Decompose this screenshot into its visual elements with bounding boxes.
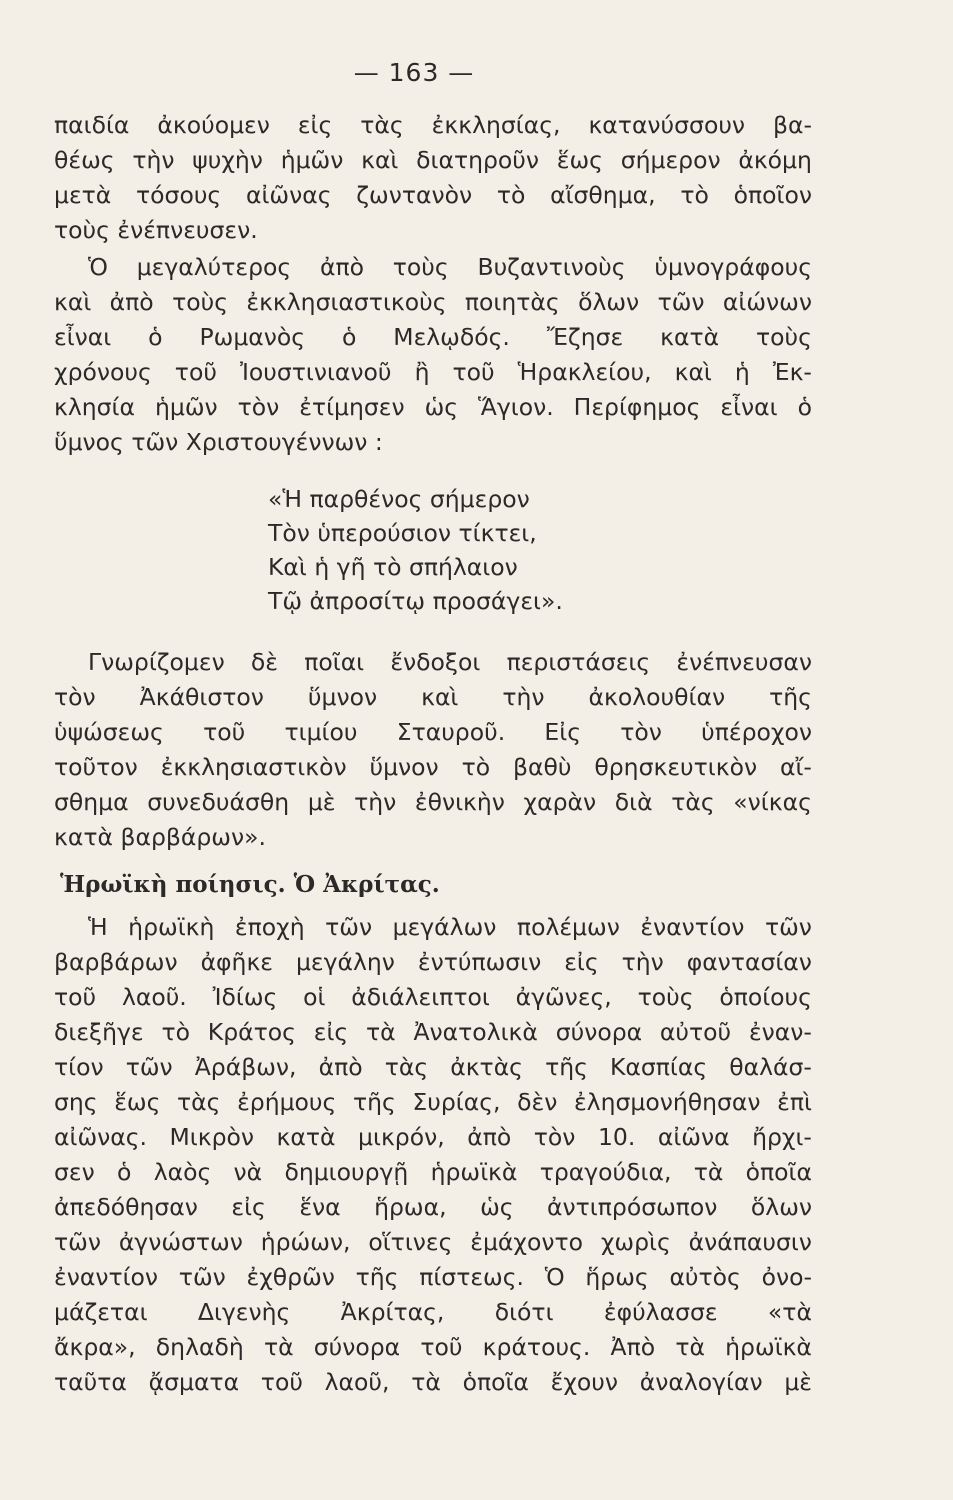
text-line: εἶναι ὁ Ρωμανὸς ὁ Μελῳδός. Ἔζησε κατὰ τοὺς (54, 323, 812, 351)
text-line: ἀπεδόθησαν εἰς ἕνα ἥρωα, ὡς ἀντιπρόσωπον ὅλων (54, 1193, 812, 1221)
text-line: σης ἕως τὰς ἐρήμους τῆς Συρίας, δὲν ἐλησμονήθησαν ἐπὶ (54, 1088, 812, 1116)
text-line: ὑψώσεως τοῦ τιμίου Σταυροῦ. Εἰς τὸν ὑπέροχον (54, 718, 812, 746)
text-line: διεξῆγε τὸ Κράτος εἰς τὰ Ἀνατολικὰ σύνορα αὐτοῦ ἐναν- (54, 1018, 812, 1046)
text-line: ἐναντίον τῶν ἐχθρῶν τῆς πίστεως. Ὁ ἥρως αὐτὸς ὀνο- (54, 1263, 812, 1291)
text-line: τοὺς ἐνέπνευσεν. (54, 216, 258, 244)
text-line: κατὰ βαρβάρων». (54, 823, 266, 851)
text-line: σθημα συνεδυάσθη μὲ τὴν ἐθνικὴν χαρὰν διὰ τὰς «νίκας (54, 788, 812, 816)
text-line: θέως τὴν ψυχὴν ἡμῶν καὶ διατηροῦν ἕως σήμερον ἀκόμη (54, 146, 812, 174)
text-line: Ὁ μεγαλύτερος ἀπὸ τοὺς Βυζαντινοὺς ὑμνογράφους (88, 253, 812, 281)
text-line: βαρβάρων ἀφῆκε μεγάλην ἐντύπωσιν εἰς τὴν φαντασίαν (54, 948, 812, 976)
text-line: κλησία ἡμῶν τὸν ἐτίμησεν ὡς Ἅγιον. Περίφημος εἶναι ὁ (54, 393, 812, 421)
text-line: ὕμνος τῶν Χριστουγέννων : (54, 428, 383, 456)
text-line: τίον τῶν Ἀράβων, ἀπὸ τὰς ἀκτὰς τῆς Κασπίας θαλάσ- (54, 1053, 812, 1081)
poem-line: Τῷ ἀπροσίτῳ προσάγει». (268, 587, 563, 615)
poem-line: Τὸν ὑπερούσιον τίκτει, (268, 519, 537, 547)
poem-line: «Ἡ παρθένος σήμερον (268, 485, 530, 513)
section-heading: Ἡρωϊκὴ ποίησις. Ὁ Ἀκρίτας. (60, 871, 440, 898)
text-line: τοῦτον ἐκκλησιαστικὸν ὕμνον τὸ βαθὺ θρησκευτικὸν αἴ- (54, 753, 812, 781)
text-line: σεν ὁ λαὸς νὰ δημιουργῇ ἡρωϊκὰ τραγούδια, τὰ ὁποῖα (54, 1158, 812, 1186)
text-line: ἄκρα», δηλαδὴ τὰ σύνορα τοῦ κράτους. Ἀπὸ τὰ ἡρωϊκὰ (54, 1333, 812, 1361)
text-line: μάζεται Διγενὴς Ἀκρίτας, διότι ἐφύλασσε «τὰ (54, 1298, 812, 1326)
text-line: τὸν Ἀκάθιστον ὕμνον καὶ τὴν ἀκολουθίαν τῆς (54, 683, 812, 711)
text-line: αἰῶνας. Μικρὸν κατὰ μικρόν, ἀπὸ τὸν 10. αἰῶνα ἤρχι- (54, 1123, 812, 1151)
text-line: χρόνους τοῦ Ἰουστινιανοῦ ἢ τοῦ Ἡρακλείου, καὶ ἡ Ἐκ- (54, 358, 812, 386)
text-line: Ἡ ἡρωϊκὴ ἐποχὴ τῶν μεγάλων πολέμων ἐναντίον τῶν (88, 913, 812, 941)
text-line: τῶν ἀγνώστων ἡρώων, οἵτινες ἐμάχοντο χωρὶς ἀνάπαυσιν (54, 1228, 812, 1256)
text-line: μετὰ τόσους αἰῶνας ζωντανὸν τὸ αἴσθημα, τὸ ὁποῖον (54, 181, 812, 209)
text-line: καὶ ἀπὸ τοὺς ἐκκλησιαστικοὺς ποιητὰς ὅλων τῶν αἰώνων (54, 288, 812, 316)
text-line: ταῦτα ᾄσματα τοῦ λαοῦ, τὰ ὁποῖα ἔχουν ἀναλογίαν μὲ (54, 1368, 812, 1396)
text-line: Γνωρίζομεν δὲ ποῖαι ἔνδοξοι περιστάσεις ἐνέπνευσαν (88, 648, 812, 676)
text-line: παιδία ἀκούομεν εἰς τὰς ἐκκλησίας, κατανύσσουν βα- (54, 111, 812, 139)
text-line: τοῦ λαοῦ. Ἰδίως οἱ ἀδιάλειπτοι ἀγῶνες, τοὺς ὁποίους (54, 983, 812, 1011)
page-number: — 163 — (353, 58, 475, 87)
poem-line: Καὶ ἡ γῆ τὸ σπήλαιον (268, 553, 518, 581)
